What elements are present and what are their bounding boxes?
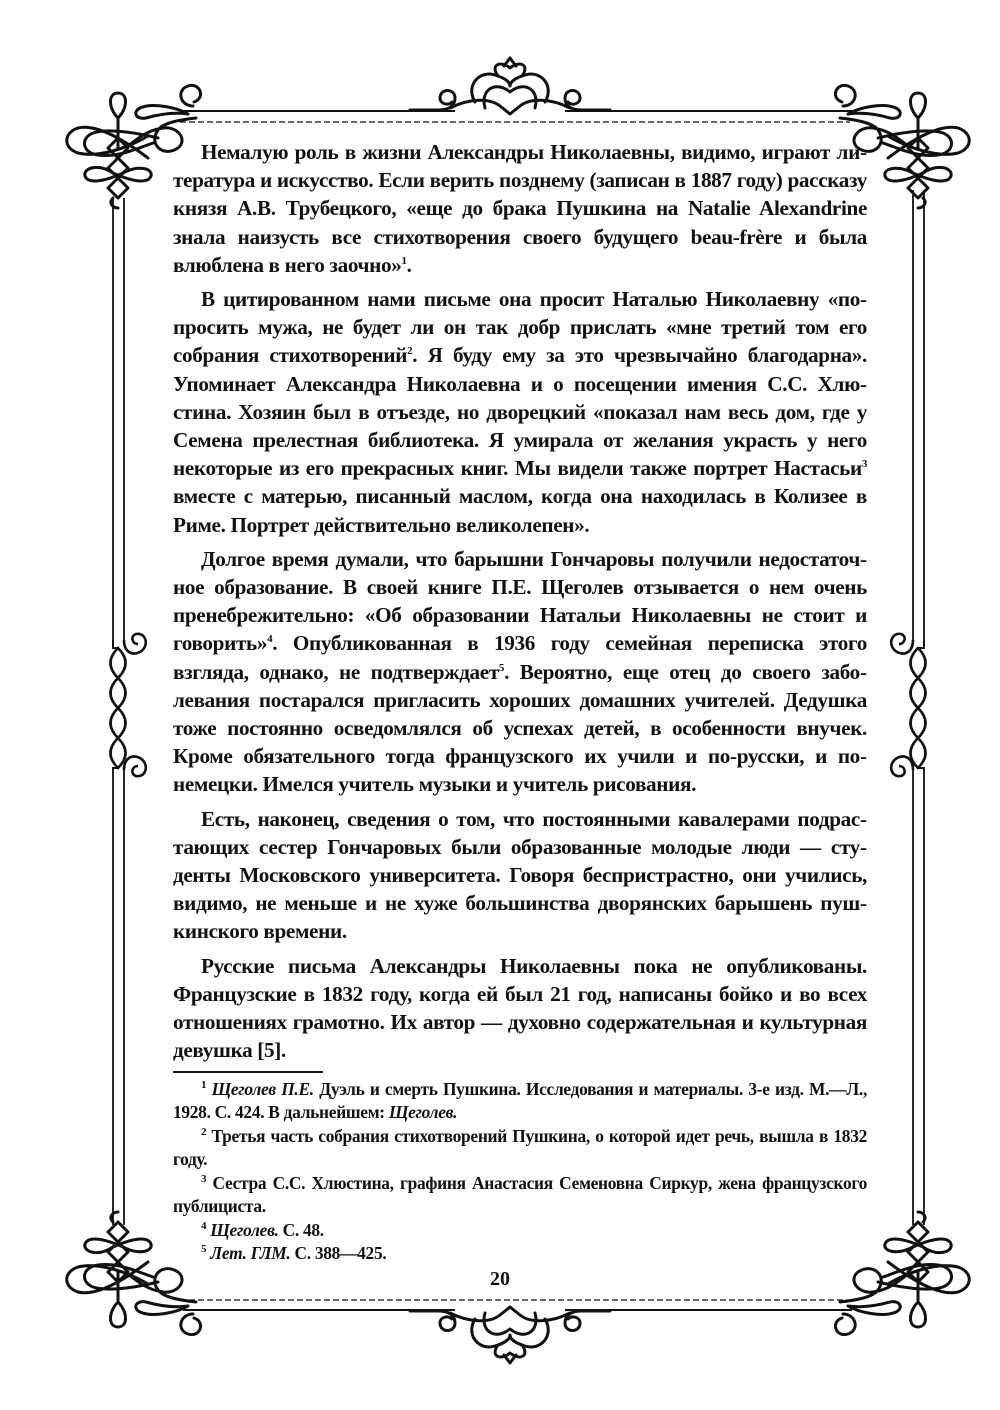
- paragraph: [173, 285, 867, 539]
- main-text: [173, 138, 867, 1065]
- text-run: . Я буду ему за это чрезвычайно благодарна». Упоминает Александра Николаевна и о посещении имения С.С. Хлюстина. Хозяин был в отъезде, но дворецкий «показал нам весь дом, где у Семена прелестная библиотека. Я умирала от желания украсть у него некоторые из его прекрасных книг. Мы видели также портрет Настасьи: [173, 343, 867, 481]
- footnote-reference[interactable]: 4: [267, 633, 273, 646]
- text-run: .: [406, 252, 412, 277]
- text-run: С. 48.: [278, 1219, 324, 1240]
- paragraph: [173, 138, 867, 279]
- page-body: [173, 138, 867, 1266]
- footnote-mark: 5: [201, 1243, 207, 1256]
- text-run: Сестра С.С. Хлюстина, графиня Анастасия Семеновна Сиркур, жена французского публициста.: [173, 1172, 867, 1216]
- footnote-reference[interactable]: 2: [407, 345, 413, 358]
- footnote: [173, 1125, 867, 1172]
- footnote: [173, 1078, 867, 1125]
- footnote: [173, 1172, 867, 1219]
- text-run: вместе с матерью, писанный маслом, когда она находилась в Колизее в Риме. Портрет действительно великолепен».: [173, 484, 867, 537]
- text-run: Дуэль и смерть Пушкина. Исследования и материалы. 3-е изд. М.—Л., 1928. С. 424. В дальнейшем:: [173, 1078, 867, 1122]
- text-run: Русские письма Александры Николаевны пока не опубликованы. Французские в 1832 году, когда ей был 21 год, написаны бойко и во всех отношениях грамотно. Их автор — духовно содержательная и культурная девушка [5].: [173, 953, 867, 1063]
- footnote-mark: 2: [201, 1125, 207, 1138]
- italic-citation: Щеголев.: [210, 1219, 279, 1240]
- paragraph: [173, 805, 867, 946]
- italic-citation: Щеголев.: [388, 1102, 458, 1122]
- footnote-reference[interactable]: 3: [861, 458, 867, 471]
- text-run: Есть, наконец, сведения о том, что постоянными кавалерами подрастающих сестер Гончаровых были образованные молодые люди — студенты Московского университета. Говоря беспристрастно, они учились, видимо, не меньше и не хуже большинства дворянских барышень пушкинского времени.: [173, 806, 867, 944]
- footnote-reference[interactable]: 5: [498, 661, 505, 674]
- text-run: Третья часть собрания стихотворений Пушкина, о которой идет речь, вышла в 1832 году.: [173, 1125, 867, 1169]
- crest-top: [410, 58, 610, 114]
- crest-bottom: [410, 1307, 610, 1363]
- italic-citation: Лет. ГЛМ.: [210, 1243, 291, 1263]
- paragraph: [173, 952, 867, 1065]
- braid-left: [111, 634, 146, 776]
- text-run: В цитированном нами письме она просит Наталью Николаевну «попросить мужа, не будет ли он так добр прислать «мне третий том его собрания стихотворений: [173, 287, 867, 368]
- footnote-mark: 4: [201, 1219, 207, 1232]
- paragraph: [173, 545, 867, 799]
- footnotes: [173, 1078, 867, 1266]
- footnote-mark: 1: [201, 1078, 207, 1091]
- page-number: 20: [490, 1268, 510, 1290]
- text-run: С. 388—425.: [290, 1243, 387, 1263]
- frame-top-border: [180, 111, 852, 122]
- text-run: Долгое время думали, что барышни Гончаровы получили недостаточное образование. В своей книге П.Е. Щеголев отзывается о нем очень пренебрежительно: «Об образовании Натальи Николаевны не стоит и говорить»: [173, 546, 867, 656]
- frame-bottom-border: [180, 1300, 852, 1310]
- footnote-reference[interactable]: 1: [401, 254, 407, 267]
- text-run: Немалую роль в жизни Александры Николаевны, видимо, играют литература и искусство. Если верить позднему (записан в 1887 году) рассказу князя А.В. Трубецкого, «еще до брака Пушкина на Natalie Alexandrine знала наизусть все стихотворения своего будущего beau-frère и была влюблена в него заочно»: [173, 140, 867, 277]
- text-run: . Вероятно, еще отец до своего заболевания постарался пригласить хороших домашних учителей. Дедушка тоже постоянно осведомлялся об успехах детей, в особенности внучек. Кроме обязательного тогда французского их учили и по-русски, и понемецки. Имелся учитель музыки и учитель рисования.: [173, 659, 867, 797]
- italic-citation: Щеголев П.Е.: [211, 1078, 314, 1099]
- footnote: [173, 1242, 867, 1266]
- braid-right: [891, 634, 925, 776]
- footnote: [173, 1219, 867, 1243]
- footnote-separator: [173, 1071, 323, 1073]
- footnote-mark: 3: [201, 1172, 207, 1185]
- text-run: . Опубликованная в 1936 году семейная переписка этого взгляда, однако, не подтверждает: [173, 631, 867, 684]
